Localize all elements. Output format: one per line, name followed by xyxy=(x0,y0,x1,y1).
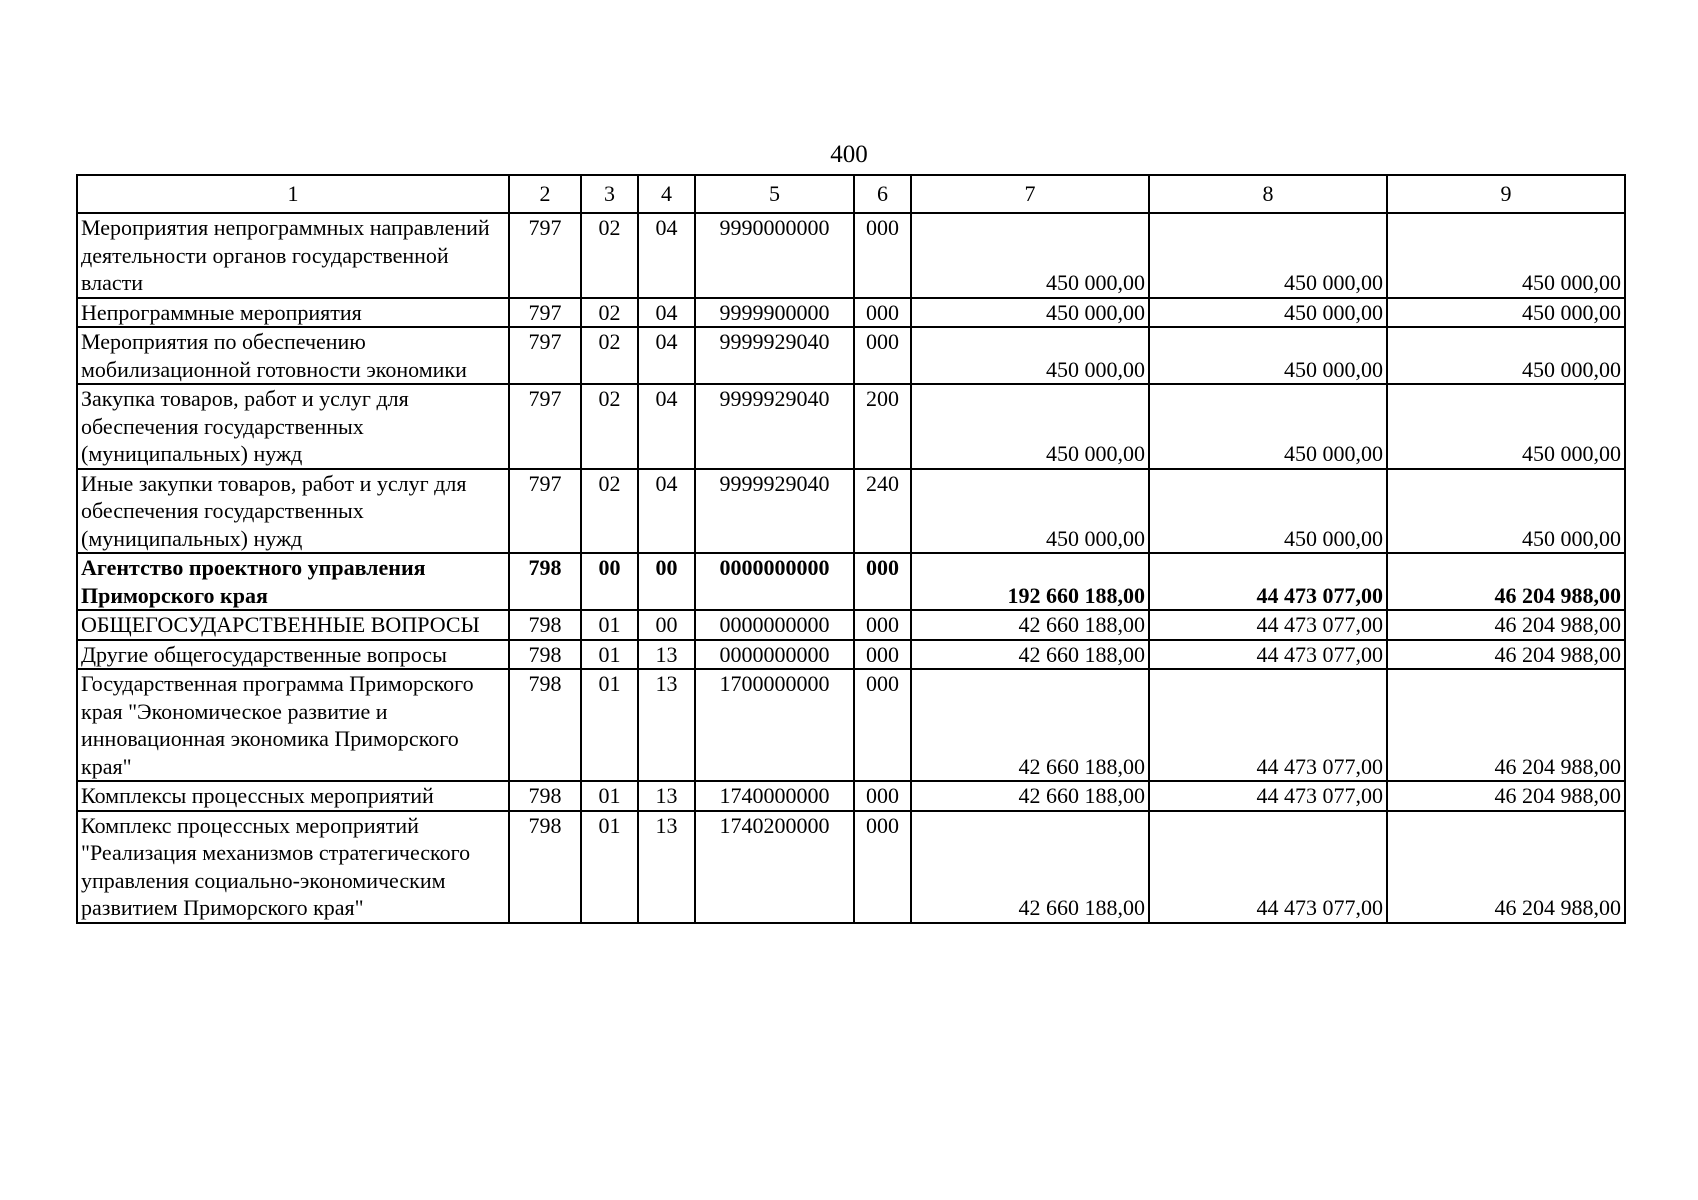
code-cell: 01 xyxy=(581,640,638,670)
code-cell: 02 xyxy=(581,213,638,298)
column-header: 6 xyxy=(854,175,911,213)
code-cell: 9999929040 xyxy=(695,384,854,469)
amount-cell: 450 000,00 xyxy=(911,213,1149,298)
code-cell: 798 xyxy=(509,669,581,781)
table-row xyxy=(77,811,1625,923)
code-cell: 00 xyxy=(581,553,638,610)
amount-cell: 450 000,00 xyxy=(1387,298,1625,328)
table-body xyxy=(77,213,1625,923)
amount-cell: 46 204 988,00 xyxy=(1387,553,1625,610)
code-cell: 797 xyxy=(509,213,581,298)
table-row xyxy=(77,384,1625,469)
row-name-cell: Закупка товаров, работ и услуг для обеспечения государственных (муниципальных) нужд xyxy=(77,384,509,469)
column-header: 1 xyxy=(77,175,509,213)
code-cell: 9999929040 xyxy=(695,469,854,554)
row-name-cell: Мероприятия по обеспечению мобилизационной готовности экономики xyxy=(77,327,509,384)
row-name-cell: Государственная программа Приморского края "Экономическое развитие и инновационная экономика Приморского края" xyxy=(77,669,509,781)
code-cell: 9990000000 xyxy=(695,213,854,298)
amount-cell: 450 000,00 xyxy=(1149,298,1387,328)
amount-cell: 44 473 077,00 xyxy=(1149,640,1387,670)
code-cell: 01 xyxy=(581,781,638,811)
code-cell: 02 xyxy=(581,327,638,384)
amount-cell: 450 000,00 xyxy=(911,469,1149,554)
code-cell: 13 xyxy=(638,781,695,811)
code-cell: 000 xyxy=(854,781,911,811)
code-cell: 13 xyxy=(638,640,695,670)
code-cell: 797 xyxy=(509,298,581,328)
amount-cell: 44 473 077,00 xyxy=(1149,781,1387,811)
amount-cell: 450 000,00 xyxy=(1387,384,1625,469)
code-cell: 200 xyxy=(854,384,911,469)
code-cell: 000 xyxy=(854,327,911,384)
column-header: 9 xyxy=(1387,175,1625,213)
code-cell: 797 xyxy=(509,469,581,554)
code-cell: 02 xyxy=(581,298,638,328)
code-cell: 798 xyxy=(509,811,581,923)
table-row xyxy=(77,669,1625,781)
code-cell: 01 xyxy=(581,669,638,781)
table-row xyxy=(77,213,1625,298)
column-header: 4 xyxy=(638,175,695,213)
code-cell: 02 xyxy=(581,384,638,469)
code-cell: 04 xyxy=(638,213,695,298)
amount-cell: 44 473 077,00 xyxy=(1149,669,1387,781)
row-name-cell: Иные закупки товаров, работ и услуг для обеспечения государственных (муниципальных) нужд xyxy=(77,469,509,554)
code-cell: 797 xyxy=(509,384,581,469)
code-cell: 798 xyxy=(509,781,581,811)
code-cell: 04 xyxy=(638,298,695,328)
column-header: 3 xyxy=(581,175,638,213)
amount-cell: 192 660 188,00 xyxy=(911,553,1149,610)
amount-cell: 44 473 077,00 xyxy=(1149,553,1387,610)
code-cell: 1740200000 xyxy=(695,811,854,923)
amount-cell: 46 204 988,00 xyxy=(1387,669,1625,781)
code-cell: 9999929040 xyxy=(695,327,854,384)
table-row xyxy=(77,610,1625,640)
page-number: 400 xyxy=(830,141,868,168)
code-cell: 01 xyxy=(581,811,638,923)
row-name-cell: Комплексы процессных мероприятий xyxy=(77,781,509,811)
code-cell: 798 xyxy=(509,610,581,640)
amount-cell: 44 473 077,00 xyxy=(1149,811,1387,923)
code-cell: 797 xyxy=(509,327,581,384)
code-cell: 9999900000 xyxy=(695,298,854,328)
row-name-cell: Мероприятия непрограммных направлений деятельности органов государственной власти xyxy=(77,213,509,298)
code-cell: 0000000000 xyxy=(695,553,854,610)
code-cell: 0000000000 xyxy=(695,610,854,640)
column-header: 5 xyxy=(695,175,854,213)
code-cell: 01 xyxy=(581,610,638,640)
code-cell: 1700000000 xyxy=(695,669,854,781)
amount-cell: 42 660 188,00 xyxy=(911,640,1149,670)
code-cell: 00 xyxy=(638,553,695,610)
amount-cell: 450 000,00 xyxy=(1149,469,1387,554)
code-cell: 798 xyxy=(509,640,581,670)
column-header: 2 xyxy=(509,175,581,213)
row-name-cell: Агентство проектного управления Приморского края xyxy=(77,553,509,610)
amount-cell: 450 000,00 xyxy=(911,327,1149,384)
table-header-row xyxy=(77,175,1625,213)
code-cell: 1740000000 xyxy=(695,781,854,811)
amount-cell: 450 000,00 xyxy=(1149,327,1387,384)
amount-cell: 450 000,00 xyxy=(1149,384,1387,469)
amount-cell: 46 204 988,00 xyxy=(1387,781,1625,811)
code-cell: 0000000000 xyxy=(695,640,854,670)
column-header: 8 xyxy=(1149,175,1387,213)
code-cell: 13 xyxy=(638,669,695,781)
amount-cell: 42 660 188,00 xyxy=(911,610,1149,640)
amount-cell: 42 660 188,00 xyxy=(911,669,1149,781)
code-cell: 000 xyxy=(854,213,911,298)
row-name-cell: Комплекс процессных мероприятий "Реализация механизмов стратегического управления социально-экономическим развитием Приморского края" xyxy=(77,811,509,923)
column-header: 7 xyxy=(911,175,1149,213)
code-cell: 000 xyxy=(854,298,911,328)
amount-cell: 450 000,00 xyxy=(1149,213,1387,298)
row-name-cell: Другие общегосударственные вопросы xyxy=(77,640,509,670)
row-name-cell: Непрограммные мероприятия xyxy=(77,298,509,328)
amount-cell: 450 000,00 xyxy=(1387,327,1625,384)
code-cell: 000 xyxy=(854,553,911,610)
table-row xyxy=(77,469,1625,554)
budget-table xyxy=(76,174,1626,924)
amount-cell: 42 660 188,00 xyxy=(911,781,1149,811)
code-cell: 000 xyxy=(854,640,911,670)
table-row xyxy=(77,640,1625,670)
code-cell: 13 xyxy=(638,811,695,923)
code-cell: 798 xyxy=(509,553,581,610)
code-cell: 000 xyxy=(854,811,911,923)
amount-cell: 46 204 988,00 xyxy=(1387,811,1625,923)
code-cell: 04 xyxy=(638,384,695,469)
amount-cell: 450 000,00 xyxy=(1387,469,1625,554)
table-row xyxy=(77,781,1625,811)
amount-cell: 46 204 988,00 xyxy=(1387,610,1625,640)
amount-cell: 42 660 188,00 xyxy=(911,811,1149,923)
code-cell: 00 xyxy=(638,610,695,640)
row-name-cell: ОБЩЕГОСУДАРСТВЕННЫЕ ВОПРОСЫ xyxy=(77,610,509,640)
code-cell: 240 xyxy=(854,469,911,554)
amount-cell: 450 000,00 xyxy=(911,298,1149,328)
code-cell: 000 xyxy=(854,610,911,640)
amount-cell: 44 473 077,00 xyxy=(1149,610,1387,640)
code-cell: 02 xyxy=(581,469,638,554)
amount-cell: 46 204 988,00 xyxy=(1387,640,1625,670)
amount-cell: 450 000,00 xyxy=(911,384,1149,469)
table-row xyxy=(77,553,1625,610)
table-row xyxy=(77,327,1625,384)
table-row xyxy=(77,298,1625,328)
amount-cell: 450 000,00 xyxy=(1387,213,1625,298)
code-cell: 04 xyxy=(638,469,695,554)
code-cell: 000 xyxy=(854,669,911,781)
code-cell: 04 xyxy=(638,327,695,384)
